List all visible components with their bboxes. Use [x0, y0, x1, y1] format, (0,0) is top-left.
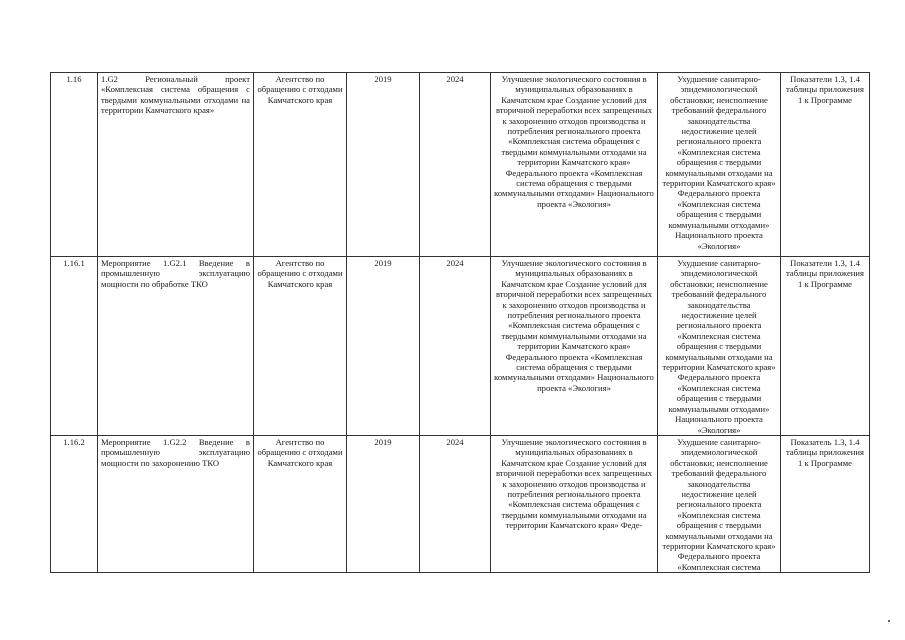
- expected-result: Улучшение экологического состояния в муниципальных образованиях в Камчатском крае Создание условий для вторичной переработки всех запрещенных к захоронению отходов производства и потребления регионального проекта «Комплексная система обращения с твердыми коммунальными отходами на территории Камчатского края» Федерального проекта «Комплексная система обращения с твердыми коммунальными отходами» Национального проекта «Экология»: [491, 73, 658, 257]
- program-table: [50, 72, 870, 573]
- indicator-link: Показатели 1.3, 1.4 таблицы приложения 1 к Программе: [781, 257, 870, 436]
- end-year: 2024: [420, 435, 491, 572]
- table-row: [51, 435, 870, 572]
- non-implementation-consequences: Ухудшение санитарно-эпидемиологической обстановки; неисполнение требований федерального законодательства недостижение целей регионального проекта «Комплексная система обращения с твердыми коммунальными отходами на территории Камчатского края» Федерального проекта «Комплексная система обращения с твердыми коммунальными отходами» Национального проекта «Экология»: [658, 257, 781, 436]
- table-row: [51, 257, 870, 436]
- responsible-executor: Агентство по обращению с отходами Камчатского края: [254, 435, 347, 572]
- expected-result: Улучшение экологического состояния в муниципальных образованиях в Камчатском крае Создание условий для вторичной переработки всех запрещенных к захоронению отходов производства и потребления регионального проекта «Комплексная система обращения с твердыми коммунальными отходами на территории Камчатского края» Феде-: [491, 435, 658, 572]
- non-implementation-consequences: Ухудшение санитарно-эпидемиологической обстановки; неисполнение требований федерального законодательства недостижение целей регионального проекта «Комплексная система обращения с твердыми коммунальными отходами на территории Камчатского края» Федерального проекта «Комплексная система обращения с твердыми коммунальными отходами» Национального проекта «Экология»: [658, 73, 781, 257]
- expected-result: Улучшение экологического состояния в муниципальных образованиях в Камчатском крае Создание условий для вторичной переработки всех запрещенных к захоронению отходов производства и потребления регионального проекта «Комплексная система обращения с твердыми коммунальными отходами на территории Камчатского края» Федерального проекта «Комплексная система обращения с твердыми коммунальными отходами» Национального проекта «Экология»: [491, 257, 658, 436]
- start-year: 2019: [347, 435, 420, 572]
- row-number: 1.16.1: [51, 257, 98, 436]
- non-implementation-consequences: Ухудшение санитарно-эпидемиологической обстановки; неисполнение требований федерального законодательства недостижение целей регионального проекта «Комплексная система обращения с твердыми коммунальными отходами на территории Камчатского края» Федерального проекта «Комплексная система: [658, 435, 781, 572]
- measure-name: Мероприятие 1.G2.2 Введение в промышленную эксплуатацию мощности по захоронению ТКО: [98, 435, 254, 572]
- end-year: 2024: [420, 257, 491, 436]
- indicator-link: Показатель 1.3, 1.4 таблицы приложения 1 к Программе: [781, 435, 870, 572]
- table-row: [51, 73, 870, 257]
- indicator-link: Показатели 1.3, 1.4 таблицы приложения 1 к Программе: [781, 73, 870, 257]
- responsible-executor: Агентство по обращению с отходами Камчатского края: [254, 257, 347, 436]
- measure-name: Мероприятие 1.G2.1 Введение в промышленную эксплуатацию мощности по обработке ТКО: [98, 257, 254, 436]
- measure-name: 1.G2 Региональный проект «Комплексная система обращения с твердыми коммунальными отходами на территории Камчатского края»: [98, 73, 254, 257]
- scan-speck: [888, 620, 890, 622]
- responsible-executor: Агентство по обращению с отходами Камчатского края: [254, 73, 347, 257]
- end-year: 2024: [420, 73, 491, 257]
- row-number: 1.16.2: [51, 435, 98, 572]
- start-year: 2019: [347, 73, 420, 257]
- start-year: 2019: [347, 257, 420, 436]
- row-number: 1.16: [51, 73, 98, 257]
